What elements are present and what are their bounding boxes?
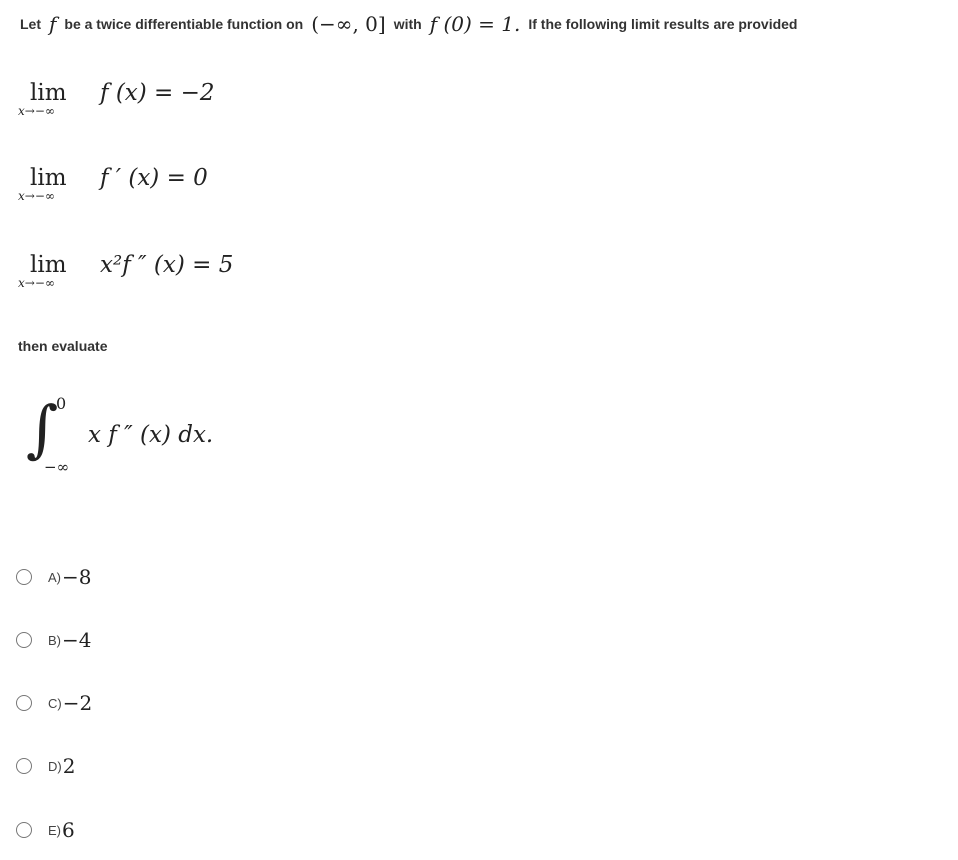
limit-expression: f ′ (x) = 0 — [100, 165, 208, 191]
question-intro — [18, 9, 800, 39]
limit-3 — [18, 252, 418, 302]
limit-operator — [18, 80, 88, 118]
option-value: −4 — [62, 628, 92, 652]
intro-text-function: be a twice differentiable function on — [64, 16, 304, 32]
intro-math-condition: f (0) = 1. — [429, 12, 521, 36]
integral-lower-bound: −∞ — [44, 458, 70, 476]
option-letter: E) — [48, 822, 61, 838]
limit-subscript: x→−∞ — [18, 276, 55, 290]
option-a[interactable] — [16, 562, 91, 592]
radio-button[interactable] — [16, 569, 32, 585]
integral-expression: x f ″ (x) dx. — [88, 422, 214, 448]
option-letter: D) — [48, 758, 62, 774]
radio-button[interactable] — [16, 695, 32, 711]
option-value: 2 — [62, 754, 76, 778]
option-b[interactable] — [16, 625, 91, 655]
radio-button[interactable] — [16, 822, 32, 838]
limit-2 — [18, 165, 418, 215]
limit-operator — [18, 252, 88, 290]
limit-operator — [18, 165, 88, 203]
option-letter: B) — [48, 632, 61, 648]
option-value: −8 — [62, 565, 92, 589]
limit-word: lim — [30, 165, 67, 191]
intro-text-with: with — [393, 16, 422, 32]
limit-expression: x²f ″ (x) = 5 — [100, 252, 234, 278]
option-value: 6 — [62, 818, 75, 842]
limit-expression: f (x) = −2 — [100, 80, 215, 106]
radio-button[interactable] — [16, 758, 32, 774]
limit-word: lim — [30, 252, 67, 278]
intro-text-let: Let — [20, 16, 41, 32]
option-value: −2 — [62, 691, 93, 715]
option-e[interactable] — [16, 815, 75, 845]
intro-text-limits: If the following limit results are provided — [528, 16, 798, 32]
option-letter: A) — [48, 569, 61, 585]
option-d[interactable] — [16, 751, 75, 781]
radio-button[interactable] — [16, 632, 32, 648]
limit-1 — [18, 80, 418, 130]
option-c[interactable] — [16, 688, 92, 718]
intro-math-f: f — [49, 12, 57, 36]
integral-upper-bound: 0 — [56, 394, 67, 413]
limit-word: lim — [30, 80, 67, 106]
integral-sign: ∫ — [26, 392, 59, 465]
limit-subscript: x→−∞ — [18, 189, 55, 203]
intro-math-domain: (−∞, 0] — [311, 12, 386, 36]
then-evaluate-text: then evaluate — [18, 338, 108, 354]
option-letter: C) — [48, 695, 62, 711]
limit-subscript: x→−∞ — [18, 104, 55, 118]
